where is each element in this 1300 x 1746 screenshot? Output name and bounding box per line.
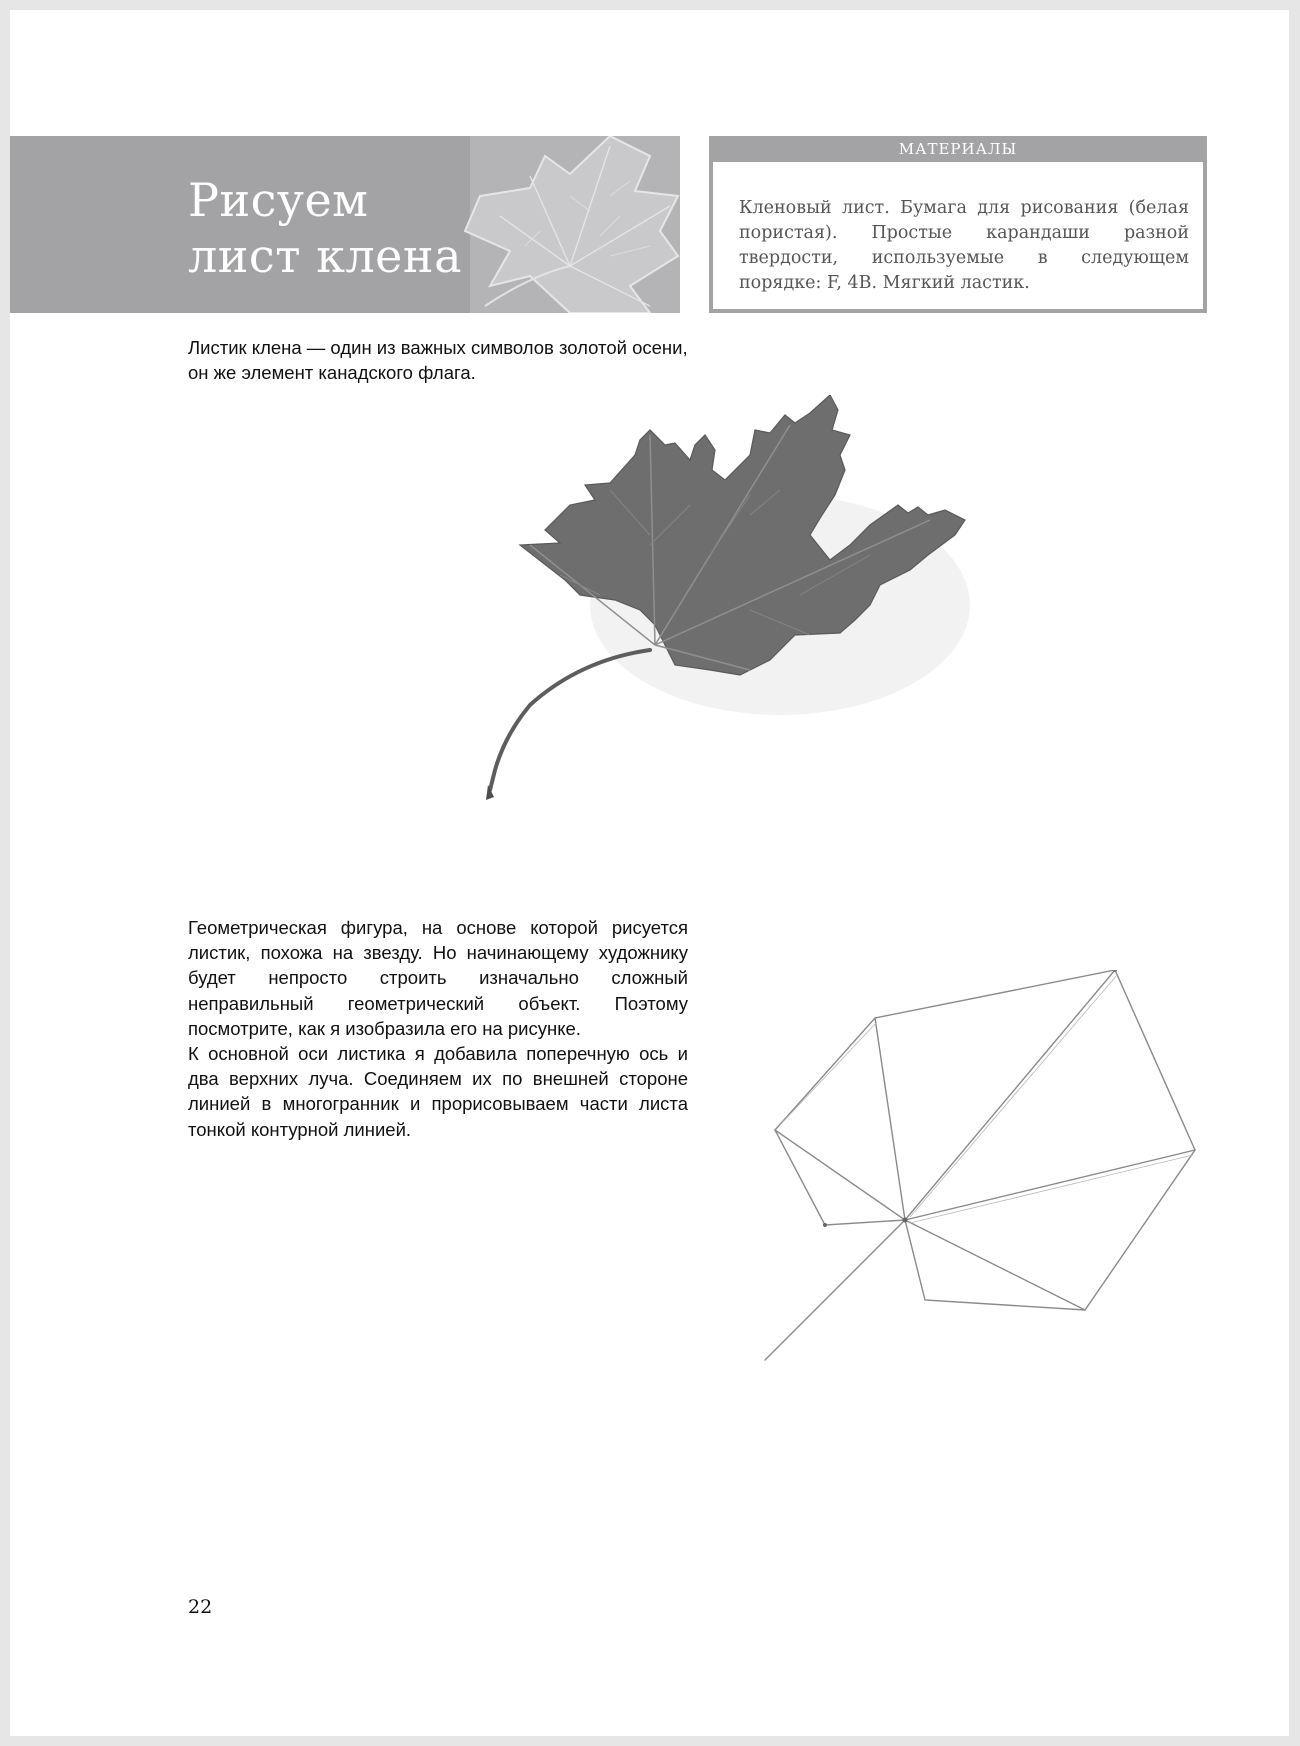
maple-leaf-photo bbox=[450, 395, 1010, 835]
title-line-1: Рисуем bbox=[188, 173, 369, 227]
book-page bbox=[10, 10, 1289, 1736]
title-banner bbox=[10, 136, 680, 313]
materials-text: Кленовый лист. Бумага для рисования (белая пористая). Простые карандаши разной твердости, используемые в следующем порядке: F, 4B. Мягкий ластик. bbox=[739, 198, 1189, 293]
materials-heading: МАТЕРИАЛЫ bbox=[713, 136, 1203, 162]
body-text bbox=[188, 915, 688, 1142]
materials-box bbox=[709, 136, 1207, 313]
page-title bbox=[188, 172, 462, 284]
body-paragraph-1: Геометрическая фигура, на основе которой рисуется листик, похожа на звезду. Но начинающему художнику будет непросто строить изначально сложный неправильный геометрический объект. Поэтому посмотрите, как я изобразила его на рисунке. bbox=[188, 917, 688, 1039]
intro-text: Листик клена — один из важных символов золотой осени, он же элемент канадского флага. bbox=[188, 337, 688, 383]
body-paragraph-2: К основной оси листика я добавила поперечную ось и два верхних луча. Соединяем их по внешней стороне линией в многогранник и прорисовываем части листа тонкой контурной линией. bbox=[188, 1043, 688, 1140]
pencil-sketch-drawing bbox=[745, 970, 1225, 1370]
title-line-2: лист клена bbox=[188, 229, 462, 283]
page-number: 22 bbox=[188, 1596, 213, 1618]
